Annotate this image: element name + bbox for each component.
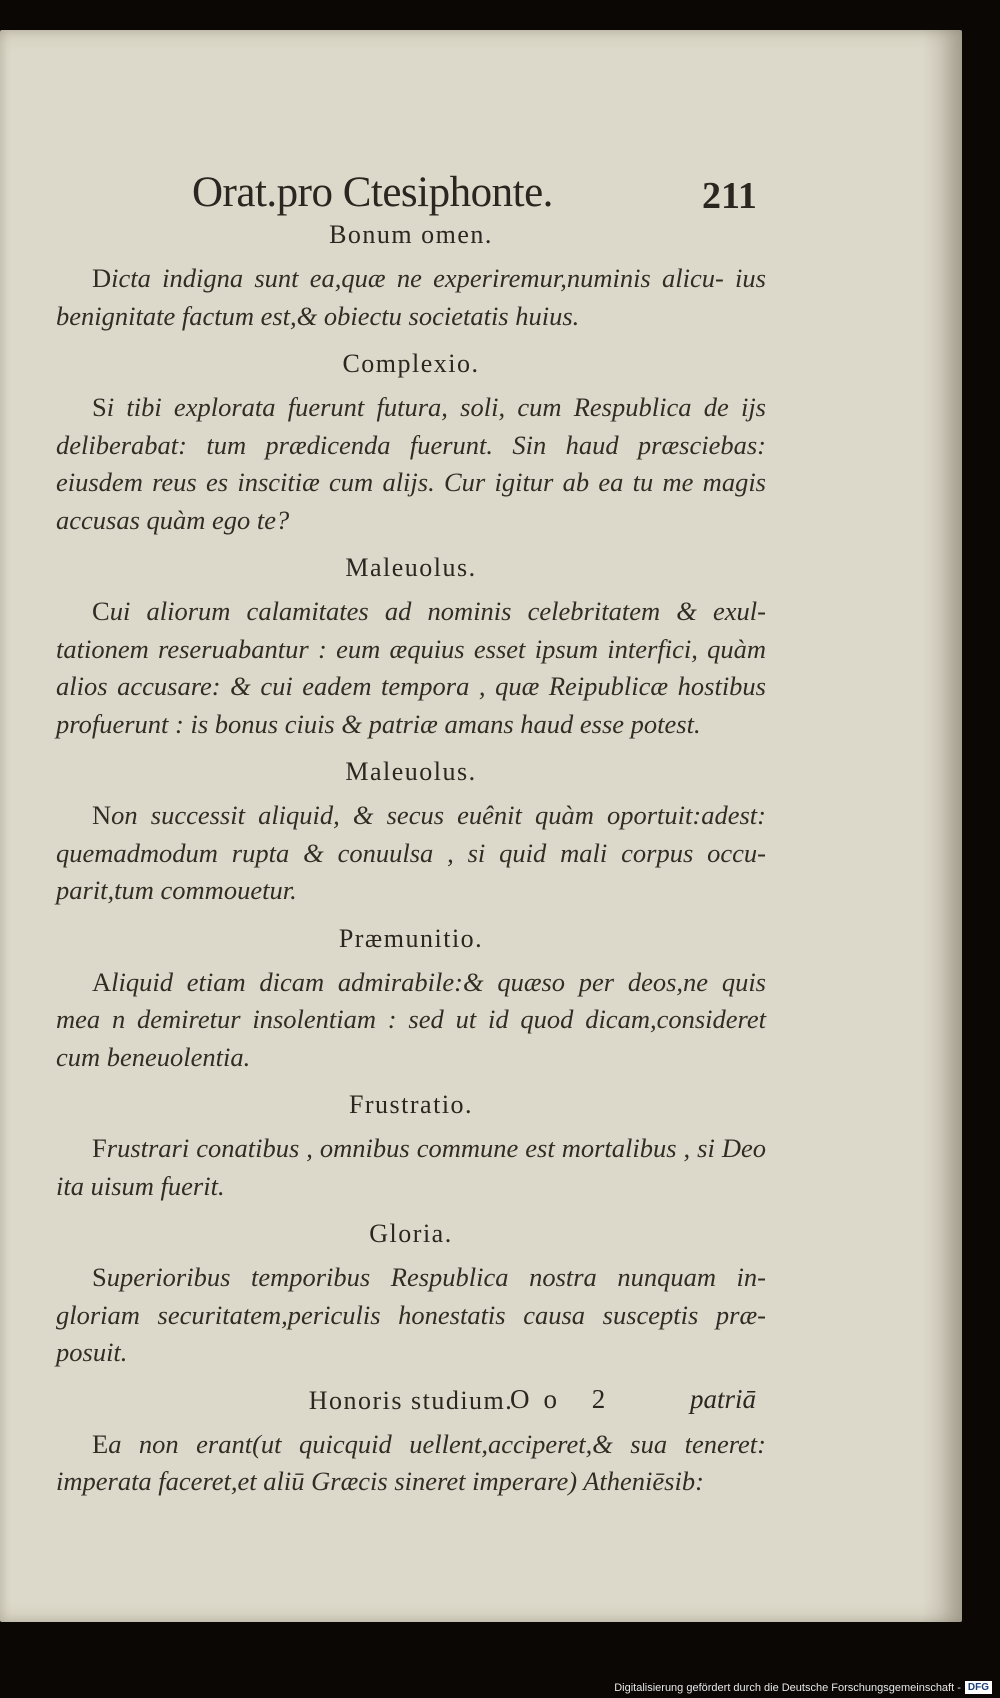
page-header bbox=[0, 168, 962, 220]
section-text: Cui aliorum calamitates ad nominis celebritatem & exul- tationem reseruabantur : eum æquius esset ipsum interfici, quàm alios accusare: & cui eadem tempora , quæ Reipublicæ hostibus profuerunt : is bonus ciuis & patriæ amans haud esse potest. bbox=[56, 596, 766, 739]
page-number: 211 bbox=[702, 175, 757, 217]
signature-mark: Oo 2 bbox=[510, 1384, 620, 1414]
section-praemunitio bbox=[56, 922, 766, 1077]
section-heading: Complexio. bbox=[342, 349, 480, 378]
section-frustratio bbox=[56, 1088, 766, 1205]
section-heading: Maleuolus. bbox=[345, 553, 477, 582]
section-text: Non successit aliquid, & secus euênit quàm oportuit:adest: quemadmodum rupta & conuulsa , si quid mali corpus occu- parit,tum commouetur. bbox=[56, 800, 766, 905]
section-text: Ea non erant(ut quicquid uellent,acciperet,& sua teneret: imperata faceret,et aliū Græcis sineret imperare) Atheniēsib: bbox=[56, 1428, 766, 1496]
section-heading: Maleuolus. bbox=[345, 757, 477, 786]
section-gloria bbox=[56, 1217, 766, 1372]
page-body bbox=[56, 218, 766, 1513]
dfg-logo-icon: DFG bbox=[965, 1681, 992, 1694]
digitization-credit bbox=[614, 1681, 992, 1694]
section-heading: Frustratio. bbox=[348, 1090, 474, 1119]
section-complexio bbox=[56, 347, 766, 539]
credit-text: Digitalisierung gefördert durch die Deutsche Forschungsgemeinschaft - bbox=[614, 1681, 961, 1694]
section-text: Frustrari conatibus , omnibus commune est mortalibus , si Deo ita uisum fuerit. bbox=[56, 1133, 766, 1201]
book-page bbox=[0, 30, 962, 1622]
section-maleuolus-1 bbox=[56, 551, 766, 743]
section-text: Superioribus temporibus Respublica nostra nunquam in- gloriam securitatem,periculis honestatis causa susceptis præ- posuit. bbox=[56, 1262, 766, 1367]
section-heading: Honoris studium. bbox=[308, 1385, 514, 1415]
page-footer bbox=[0, 1384, 962, 1424]
section-heading: Gloria. bbox=[369, 1219, 453, 1248]
section-bonum-omen bbox=[56, 218, 766, 335]
section-text: Si tibi explorata fuerunt futura, soli, cum Respublica de ijs deliberabat: tum prædicenda fuerunt. Sin haud præsciebas: eiusdem reus es inscitiæ cum alijs. Cur igitur ab ea tu me magis accusas quàm ego te? bbox=[56, 392, 766, 535]
section-text: Aliquid etiam dicam admirabile:& quæso per deos,ne quis mea n demiretur insolentiam : sed ut id quod dicam,consideret cum beneuolentia. bbox=[56, 966, 766, 1072]
section-text: Dicta indigna sunt ea,quæ ne experiremur,numinis alicu- ius benignitate factum est,& obiectu societatis huius. bbox=[56, 263, 766, 331]
section-heading: Bonum omen. bbox=[329, 220, 493, 249]
catchword: patriā bbox=[690, 1384, 757, 1414]
section-maleuolus-2 bbox=[56, 755, 766, 910]
running-title: Orat.pro Ctesiphonte. bbox=[192, 169, 553, 216]
section-heading: Præmunitio. bbox=[338, 923, 484, 953]
